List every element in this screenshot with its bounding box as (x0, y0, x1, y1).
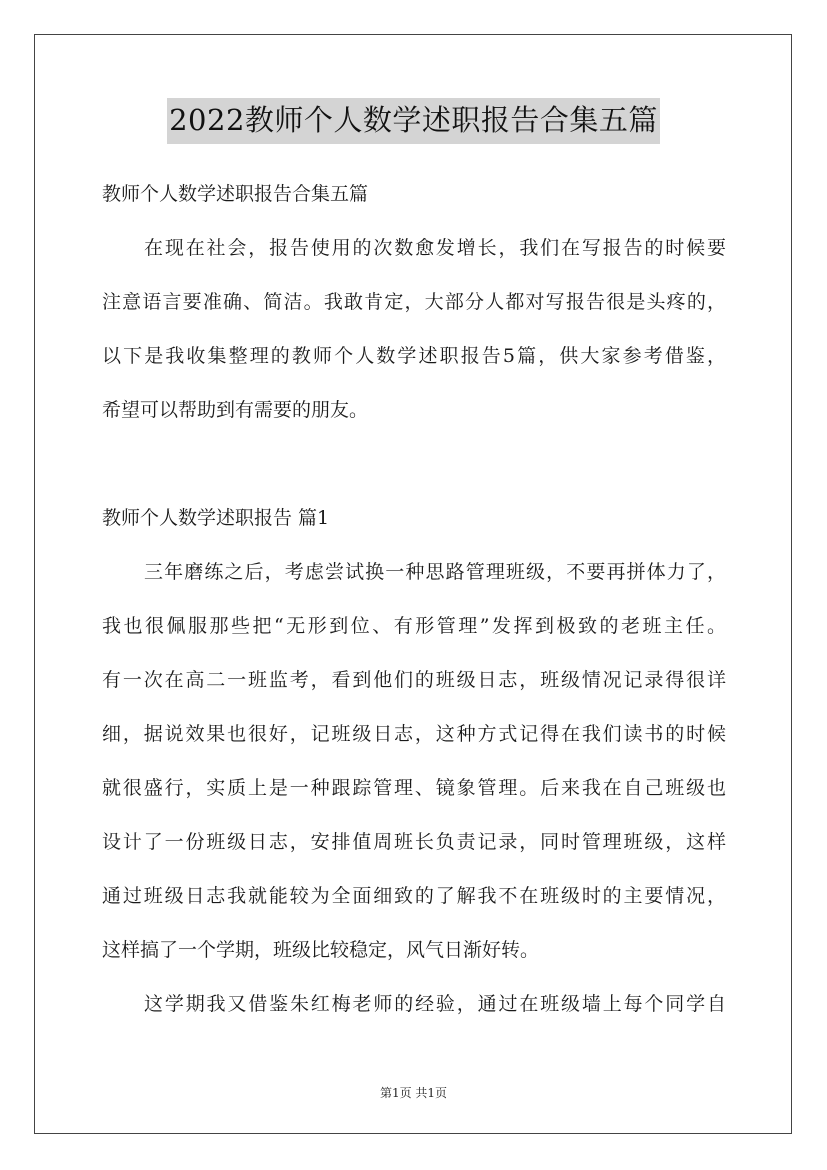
paragraph-line: 就很盛行，实质上是一种跟踪管理、镜象管理。后来我在自己班级也 (102, 777, 726, 799)
paragraph-line: 以下是我收集整理的教师个人数学述职报告5篇，供大家参考借鉴， (102, 345, 726, 367)
paragraph-line: 有一次在高二一班监考，看到他们的班级日志，班级情况记录得很详 (102, 669, 726, 691)
paragraph-line: 这样搞了一个学期，班级比较稳定，风气日渐好转。 (102, 939, 540, 961)
paragraph-line: 注意语言要准确、简洁。我敢肯定，大部分人都对写报告很是头疼的， (102, 291, 726, 313)
paragraph-line: 设计了一份班级日志，安排值周班长负责记录，同时管理班级，这样 (102, 831, 726, 853)
paragraph-line: 希望可以帮助到有需要的朋友。 (102, 399, 369, 421)
paragraph-line: 这学期我又借鉴朱红梅老师的经验，通过在班级墙上每个同学自 (144, 993, 726, 1015)
section-heading: 教师个人数学述职报告 篇1 (102, 507, 330, 529)
paragraph-line: 细，据说效果也很好，记班级日志，这种方式记得在我们读书的时候 (102, 723, 726, 745)
paragraph-line: 在现在社会，报告使用的次数愈发增长，我们在写报告的时候要 (144, 237, 726, 259)
paragraph-line: 三年磨练之后，考虑尝试换一种思路管理班级，不要再拼体力了， (144, 561, 726, 583)
title-container (0, 98, 827, 144)
page-footer: 第1页 共1页 (379, 1086, 448, 1100)
subtitle-line: 教师个人数学述职报告合集五篇 (102, 183, 369, 205)
paragraph-line: 我也很佩服那些把“无形到位、有形管理”发挥到极致的老班主任。 (102, 615, 726, 637)
document-title: 2022教师个人数学述职报告合集五篇 (167, 98, 660, 144)
paragraph-line: 通过班级日志我就能较为全面细致的了解我不在班级时的主要情况， (102, 885, 726, 907)
